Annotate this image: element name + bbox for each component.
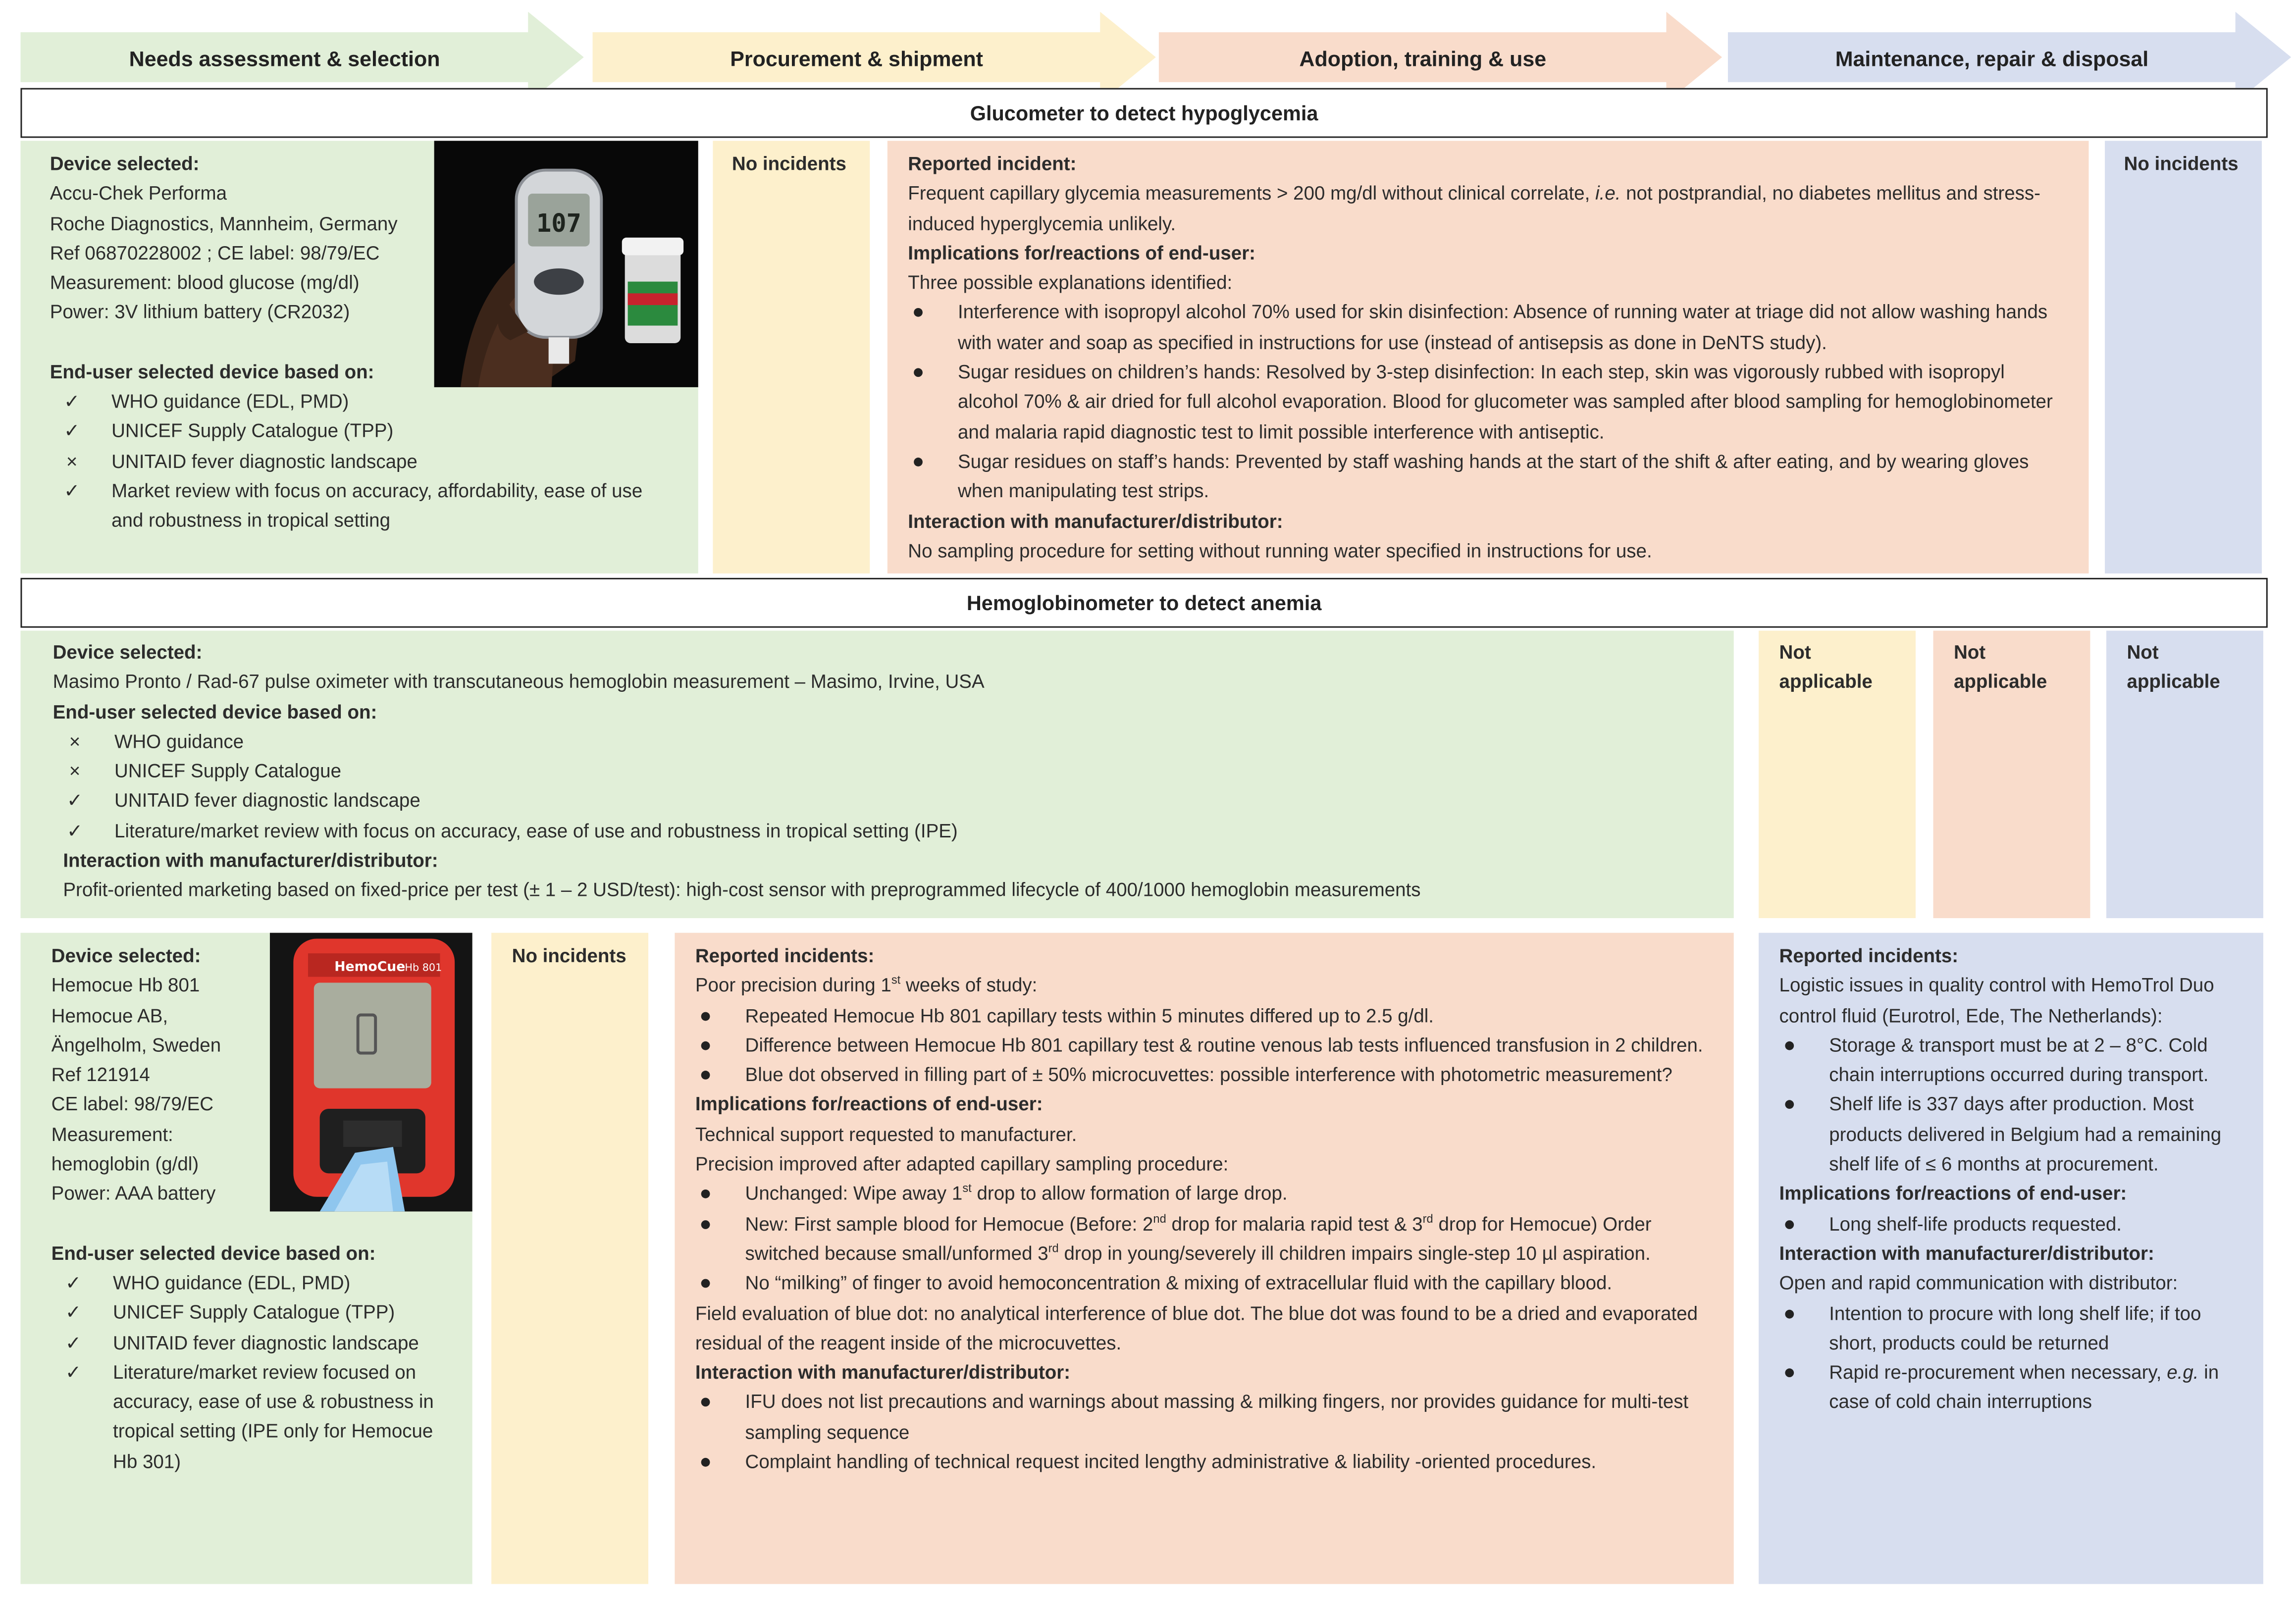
basis-item: ✓ UNITAID fever diagnostic landscape xyxy=(53,787,1702,817)
device-line: Measurement: blood glucose (mg/dl) xyxy=(50,271,360,294)
interaction-text: No sampling procedure for setting without running water specified in instructions for use. xyxy=(908,539,1652,562)
basis-heading: End-user selected device based on: xyxy=(51,1242,376,1264)
implications-heading: Implications for/reactions of end-user: xyxy=(695,1093,1043,1116)
glucometer-maintenance-cell xyxy=(2105,141,2262,573)
interaction-list xyxy=(1779,1299,2243,1418)
interaction-item: Intention to procure with long shelf life; if too short, products could be returned xyxy=(1779,1299,2243,1358)
not-applicable-label: Not applicable xyxy=(2127,641,2220,693)
hemoglobinometer-title-bar: Hemoglobinometer to detect anemia xyxy=(20,578,2267,628)
hemocue-photo-model: Hb 801 xyxy=(405,961,442,974)
implications-intro: Three possible explanations identified: xyxy=(908,271,1233,294)
cross-icon: × xyxy=(69,760,81,782)
device-line: Ref 121914 xyxy=(51,1063,150,1086)
masimo-procurement-cell xyxy=(1759,631,1916,918)
check-icon: ✓ xyxy=(63,420,80,442)
device-line: Hemocue AB, xyxy=(51,1004,168,1026)
procedure-item: Unchanged: Wipe away 1st drop to allow formation of large drop. xyxy=(695,1180,1713,1209)
procedure-item: No “milking” of finger to avoid hemoconcentration & mixing of extracellular fluid with the capillary blood. xyxy=(695,1269,1713,1299)
basis-heading: End-user selected device based on: xyxy=(52,700,377,723)
precision-intro: Poor precision during 1st weeks of study: xyxy=(695,974,1038,996)
explanation-item: Interference with isopropyl alcohol 70% used for skin disinfection: Absence of running water at triage did not allow washing hands with water and soap as specified in instructions for use (instead of antisepsis as done in DeNTS study). xyxy=(908,299,2068,358)
check-icon: ✓ xyxy=(65,1271,82,1294)
basis-list xyxy=(50,387,669,536)
device-line: Power: AAA battery xyxy=(51,1183,216,1205)
implications-line: Technical support requested to manufacturer. xyxy=(695,1123,1077,1145)
reported-incidents-heading: Reported incidents: xyxy=(695,944,875,967)
masimo-maintenance-cell xyxy=(2106,631,2263,918)
glucometer-adoption-cell xyxy=(887,141,2089,573)
device-line: Ängelholm, Sweden xyxy=(51,1034,221,1056)
basis-item: ✓ Market review with focus on accuracy, affordability, ease of use and robustness in tropical setting xyxy=(50,476,669,536)
interaction-item: IFU does not list precautions and warnings about massing & milking fingers, nor provides guidance for multi-test sampling sequence xyxy=(695,1388,1713,1448)
incident-text: Frequent capillary glycemia measurements > 200 mg/dl without clinical correlate, i.e. not postprandial, no diabetes mellitus and stress-induced hyperglycemia unlikely. xyxy=(908,182,2041,234)
glucometer-photo xyxy=(434,141,698,387)
logistic-item: Storage & transport must be at 2 – 8°C. Cold chain interruptions occurred during transport. xyxy=(1779,1031,2243,1090)
basis-item: ✓ UNICEF Supply Catalogue (TPP) xyxy=(50,417,669,447)
check-icon: ✓ xyxy=(65,1361,82,1383)
masimo-adoption-cell xyxy=(1933,631,2090,918)
interaction-text: Profit-oriented marketing based on fixed-price per test (± 1 – 2 USD/test): high-cost sensor with preprogrammed lifecycle of 400/1000 hemoglobin measurements xyxy=(63,879,1421,901)
device-line: Hemocue Hb 801 xyxy=(51,974,200,996)
device-line: Ref 06870228002 ; CE label: 98/79/EC xyxy=(50,242,380,264)
interaction-heading: Interaction with manufacturer/distributor: xyxy=(908,510,1283,532)
basis-item: ✓ WHO guidance (EDL, PMD) xyxy=(50,387,669,417)
interaction-item: Rapid re-procurement when necessary, e.g. in case of cold chain interruptions xyxy=(1779,1358,2243,1418)
implications-list xyxy=(1779,1209,2243,1239)
interaction-heading: Interaction with manufacturer/distributor: xyxy=(63,849,438,872)
hemocue-adoption-cell xyxy=(675,933,1733,1584)
masimo-needs-cell xyxy=(20,631,1733,918)
logistic-list xyxy=(1779,1031,2243,1180)
precision-item: Repeated Hemocue Hb 801 capillary tests within 5 minutes differed up to 2.5 g/dl. xyxy=(695,1001,1713,1031)
phase-label: Needs assessment & selection xyxy=(129,48,440,72)
device-line: hemoglobin (g/dl) xyxy=(51,1153,199,1175)
no-incidents-label: No incidents xyxy=(731,153,846,175)
device-line: Power: 3V lithium battery (CR2032) xyxy=(50,301,350,324)
check-icon: ✓ xyxy=(65,1331,82,1353)
precision-item: Difference between Hemocue Hb 801 capillary test & routine venous lab tests influenced transfusion in 2 children. xyxy=(695,1031,1713,1061)
device-heading: Device selected: xyxy=(50,153,200,175)
device-heading: Device selected: xyxy=(52,641,203,663)
explanation-item: Sugar residues on children’s hands: Resolved by 3-step disinfection: In each step, skin was vigorously rubbed with isopropyl alcohol 70% & air dried for full alcohol evaporation. Blood for glucometer was sampled after blood sampling for hemoglobinometer and malaria rapid diagnostic test to limit possible interference with antiseptic. xyxy=(908,358,2068,447)
basis-item: ✓ WHO guidance (EDL, PMD) xyxy=(52,1269,442,1298)
hemocue-procurement-cell xyxy=(491,933,648,1584)
cross-icon: × xyxy=(69,730,81,753)
reported-incidents-heading: Reported incidents: xyxy=(1779,944,1959,967)
precision-item: Blue dot observed in filling part of ± 50% microcuvettes: possible interference with photometric measurement? xyxy=(695,1061,1713,1090)
device-line: Roche Diagnostics, Mannheim, Germany xyxy=(50,212,398,234)
device-line: CE label: 98/79/EC xyxy=(51,1093,214,1116)
phase-label: Procurement & shipment xyxy=(730,48,983,72)
device-line: Measurement: xyxy=(51,1123,173,1145)
device-heading: Device selected: xyxy=(51,944,201,967)
device-line: Accu-Chek Performa xyxy=(50,182,227,205)
not-applicable-label: Not applicable xyxy=(1953,641,2047,693)
interaction-list xyxy=(695,1388,1713,1477)
basis-list xyxy=(53,727,1702,846)
logistic-intro: Logistic issues in quality control with HemoTrol Duo control fluid (Eurotrol, Ede, The Netherlands): xyxy=(1779,974,2214,1026)
field-evaluation-text: Field evaluation of blue dot: no analytical interference of blue dot. The blue dot was found to be a dried and evaporated residual of the reagent inside of the microcuvettes. xyxy=(695,1301,1698,1354)
basis-list xyxy=(52,1269,442,1477)
interaction-heading: Interaction with manufacturer/distributor: xyxy=(695,1361,1071,1384)
basis-item: ✓ Literature/market review focused on accuracy, ease of use & robustness in tropical setting (IPE only for Hemocue Hb 301) xyxy=(52,1358,442,1477)
basis-item: ✓ Literature/market review with focus on accuracy, ease of use and robustness in tropical setting (IPE) xyxy=(53,817,1702,846)
interaction-item: Complaint handling of technical request incited lengthy administrative & liability -oriented procedures. xyxy=(695,1448,1713,1477)
precision-list xyxy=(695,1001,1713,1090)
check-icon: ✓ xyxy=(63,479,80,502)
interaction-heading: Interaction with manufacturer/distributor: xyxy=(1779,1242,2154,1264)
check-icon: ✓ xyxy=(66,789,83,812)
glucometer-procurement-cell xyxy=(713,141,870,573)
logistic-item: Shelf life is 337 days after production. Most products delivered in Belgium had a remaining shelf life of ≤ 6 months at procurement. xyxy=(1779,1090,2243,1180)
no-incidents-label: No incidents xyxy=(2124,153,2239,175)
device-line: Masimo Pronto / Rad-67 pulse oximeter with transcutaneous hemoglobin measurement – Masimo, Irvine, USA xyxy=(52,671,985,693)
implications-heading: Implications for/reactions of end-user: xyxy=(908,242,1256,264)
hemocue-photo xyxy=(270,933,472,1212)
basis-item: ✓ UNITAID fever diagnostic landscape xyxy=(52,1328,442,1358)
basis-item: × UNICEF Supply Catalogue xyxy=(53,757,1702,787)
explanation-item: Sugar residues on staff’s hands: Prevented by staff washing hands at the start of the shift & after eating, and by wearing gloves when manipulating test strips. xyxy=(908,447,2068,507)
procedure-item: New: First sample blood for Hemocue (Before: 2nd drop for malaria rapid test & 3rd drop for Hemocue) Order switched because small/unformed 3rd drop in young/severely ill children impairs single-step 10 µl aspiration. xyxy=(695,1209,1713,1269)
phase-label: Adoption, training & use xyxy=(1299,48,1547,72)
check-icon: ✓ xyxy=(65,1301,82,1324)
implications-heading: Implications for/reactions of end-user: xyxy=(1779,1183,2127,1205)
phase-label: Maintenance, repair & disposal xyxy=(1835,48,2149,72)
glucometer-title-bar: Glucometer to detect hypoglycemia xyxy=(20,88,2267,138)
hemocue-maintenance-cell xyxy=(1759,933,2263,1584)
basis-item: × WHO guidance xyxy=(53,727,1702,757)
interaction-intro: Open and rapid communication with distributor: xyxy=(1779,1272,2178,1294)
procedure-list xyxy=(695,1180,1713,1298)
implications-item: Long shelf-life products requested. xyxy=(1779,1209,2243,1239)
check-icon: ✓ xyxy=(63,390,80,413)
basis-item: × UNITAID fever diagnostic landscape xyxy=(50,447,669,476)
no-incidents-label: No incidents xyxy=(512,944,626,967)
cross-icon: × xyxy=(66,450,78,472)
basis-item: ✓ UNICEF Supply Catalogue (TPP) xyxy=(52,1298,442,1328)
hemocue-photo-brand: HemoCue xyxy=(334,959,406,975)
basis-heading: End-user selected device based on: xyxy=(50,360,374,383)
explanations-list xyxy=(908,299,2068,507)
implications-line: Precision improved after adapted capillary sampling procedure: xyxy=(695,1153,1229,1175)
check-icon: ✓ xyxy=(66,819,83,842)
not-applicable-label: Not applicable xyxy=(1779,641,1873,693)
reported-incident-heading: Reported incident: xyxy=(908,153,1077,175)
glucometer-display-reading: 107 xyxy=(536,208,581,238)
